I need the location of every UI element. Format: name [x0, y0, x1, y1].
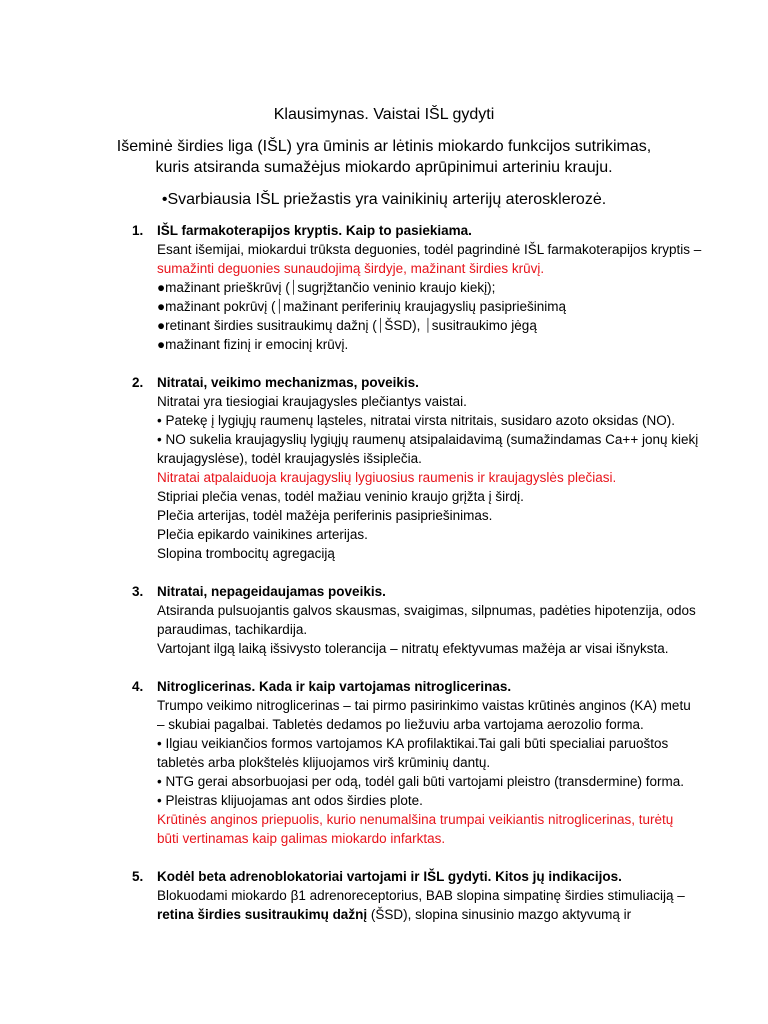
text-line: Blokuodami miokardo β1 adrenoreceptorius, BAB slopina simpatinę širdies stimuliaciją –: [157, 888, 685, 903]
question-heading: Kodėl beta adrenoblokatoriai vartojami ir IŠL gydyti. Kitos jų indikacijos.: [157, 869, 622, 884]
highlighted-line: Nitratai atpalaiduoja kraujagyslių lygiuosius raumenis ir kraujagyslės plečiasi.: [157, 470, 617, 485]
text-line: Trumpo veikimo nitroglicerinas – tai pirmo pasirinkimo vaistas krūtinės anginos (KA) metu: [157, 698, 691, 713]
question-heading: Nitratai, veikimo mechanizmas, poveikis.: [157, 375, 419, 390]
main-cause-bullet: •Svarbiausia IŠL priežastis yra vainikinių arterijų aterosklerozė.: [161, 191, 607, 208]
text-line: paraudimas, tachikardija.: [157, 622, 308, 637]
question-number: 5.: [132, 869, 144, 884]
bullet-line: ●mažinant pokrūvį (⏐mažinant periferinių kraujagyslių pasipriešinimą: [157, 299, 566, 314]
question-list: [132, 221, 732, 943]
question-number: 4.: [132, 679, 144, 694]
question-2: [132, 373, 732, 563]
text-line: Plečia arterijas, todėl mažėja periferinis pasipriešinimas.: [157, 508, 493, 523]
highlighted-line: būti vertinamas kaip galimas miokardo infarktas.: [157, 831, 446, 846]
bullet-line: • Ilgiau veikiančios formos vartojamos KA profilaktikai.Tai gali būti specialiai paruoštos: [157, 736, 669, 751]
document-title: Klausimynas. Vaistai IŠL gydyti: [273, 106, 495, 123]
intro-paragraph: Išeminė širdies liga (IŠL) yra ūminis ar lėtinis miokardo funkcijos sutrikimas, kuris atsiranda sumažėjus miokardo aprūpinimui arteriniu krauju.: [116, 138, 652, 176]
text-line: Nitratai yra tiesiogiai kraujagysles plečiantys vaistai.: [157, 394, 467, 409]
bullet-line: • NO sukelia kraujagyslių lygiųjų raumenų atsipalaidavimą (sumažindamas Ca++ jonų kiekį: [157, 432, 699, 447]
question-heading: IŠL farmakoterapijos kryptis. Kaip to pasiekiama.: [157, 223, 472, 238]
question-heading: Nitratai, nepageidaujamas poveikis.: [157, 584, 386, 599]
text-line: Esant išemijai, miokardui trūksta deguonies, todėl pagrindinė IŠL farmakoterapijos kryptis –: [157, 242, 702, 257]
question-number: 1.: [132, 223, 144, 238]
text-line: Plečia epikardo vainikines arterijas.: [157, 527, 368, 542]
question-4: [132, 677, 732, 848]
text-line: tabletės arba plokštelės klijuojamos virš krūminių dantų.: [157, 755, 491, 770]
question-heading: Nitroglicerinas. Kada ir kaip vartojamas nitroglicerinas.: [157, 679, 512, 694]
text-run: (ŠSD), slopina sinusinio mazgo aktyvumą ir: [367, 907, 632, 922]
bold-phrase: retina širdies susitraukimų dažnį: [157, 907, 368, 922]
bullet-line: ●retinant širdies susitraukimų dažnį (⏐ŠSD), ⏐susitraukimo jėgą: [157, 318, 537, 333]
text-line: Vartojant ilgą laiką išsivysto tolerancija – nitratų efektyvumas mažėja ar visai išnyksta.: [157, 641, 669, 656]
text-line: Stipriai plečia venas, todėl mažiau veninio kraujo grįžta į širdį.: [157, 489, 524, 504]
bullet-line: ●mažinant fizinį ir emocinį krūvį.: [157, 337, 349, 352]
text-line: Slopina trombocitų agregaciją: [157, 546, 335, 561]
text-line: kraujagyslėse), todėl kraujagyslės išsiplečia.: [157, 451, 422, 466]
text-line: [157, 905, 732, 924]
bullet-line: • Patekę į lygiųjų raumenų ląsteles, nitratai virsta nitritais, susidaro azoto oksidas (NO).: [157, 413, 675, 428]
bullet-line: • Pleistras klijuojamas ant odos širdies plote.: [157, 793, 423, 808]
question-1: [132, 221, 732, 354]
text-line: Atsiranda pulsuojantis galvos skausmas, svaigimas, silpnumas, padėties hipotenzija, odos: [157, 603, 696, 618]
highlighted-line: sumažinti deguonies sunaudojimą širdyje, mažinant širdies krūvį.: [157, 261, 545, 276]
text-line: – skubiai pagalbai. Tabletės dedamos po liežuviu arba vartojama aerozolio forma.: [157, 717, 644, 732]
question-number: 3.: [132, 584, 144, 599]
question-5: [132, 867, 732, 924]
question-number: 2.: [132, 375, 144, 390]
bullet-line: • NTG gerai absorbuojasi per odą, todėl gali būti vartojami pleistro (transdermine) forma.: [157, 774, 684, 789]
highlighted-line: Krūtinės anginos priepuolis, kurio nenumalšina trumpai veikiantis nitroglicerinas, turėtų: [157, 812, 674, 827]
question-3: [132, 582, 732, 658]
bullet-line: ●mažinant prieškrūvį (⏐sugrįžtančio veninio kraujo kiekį);: [157, 280, 496, 295]
